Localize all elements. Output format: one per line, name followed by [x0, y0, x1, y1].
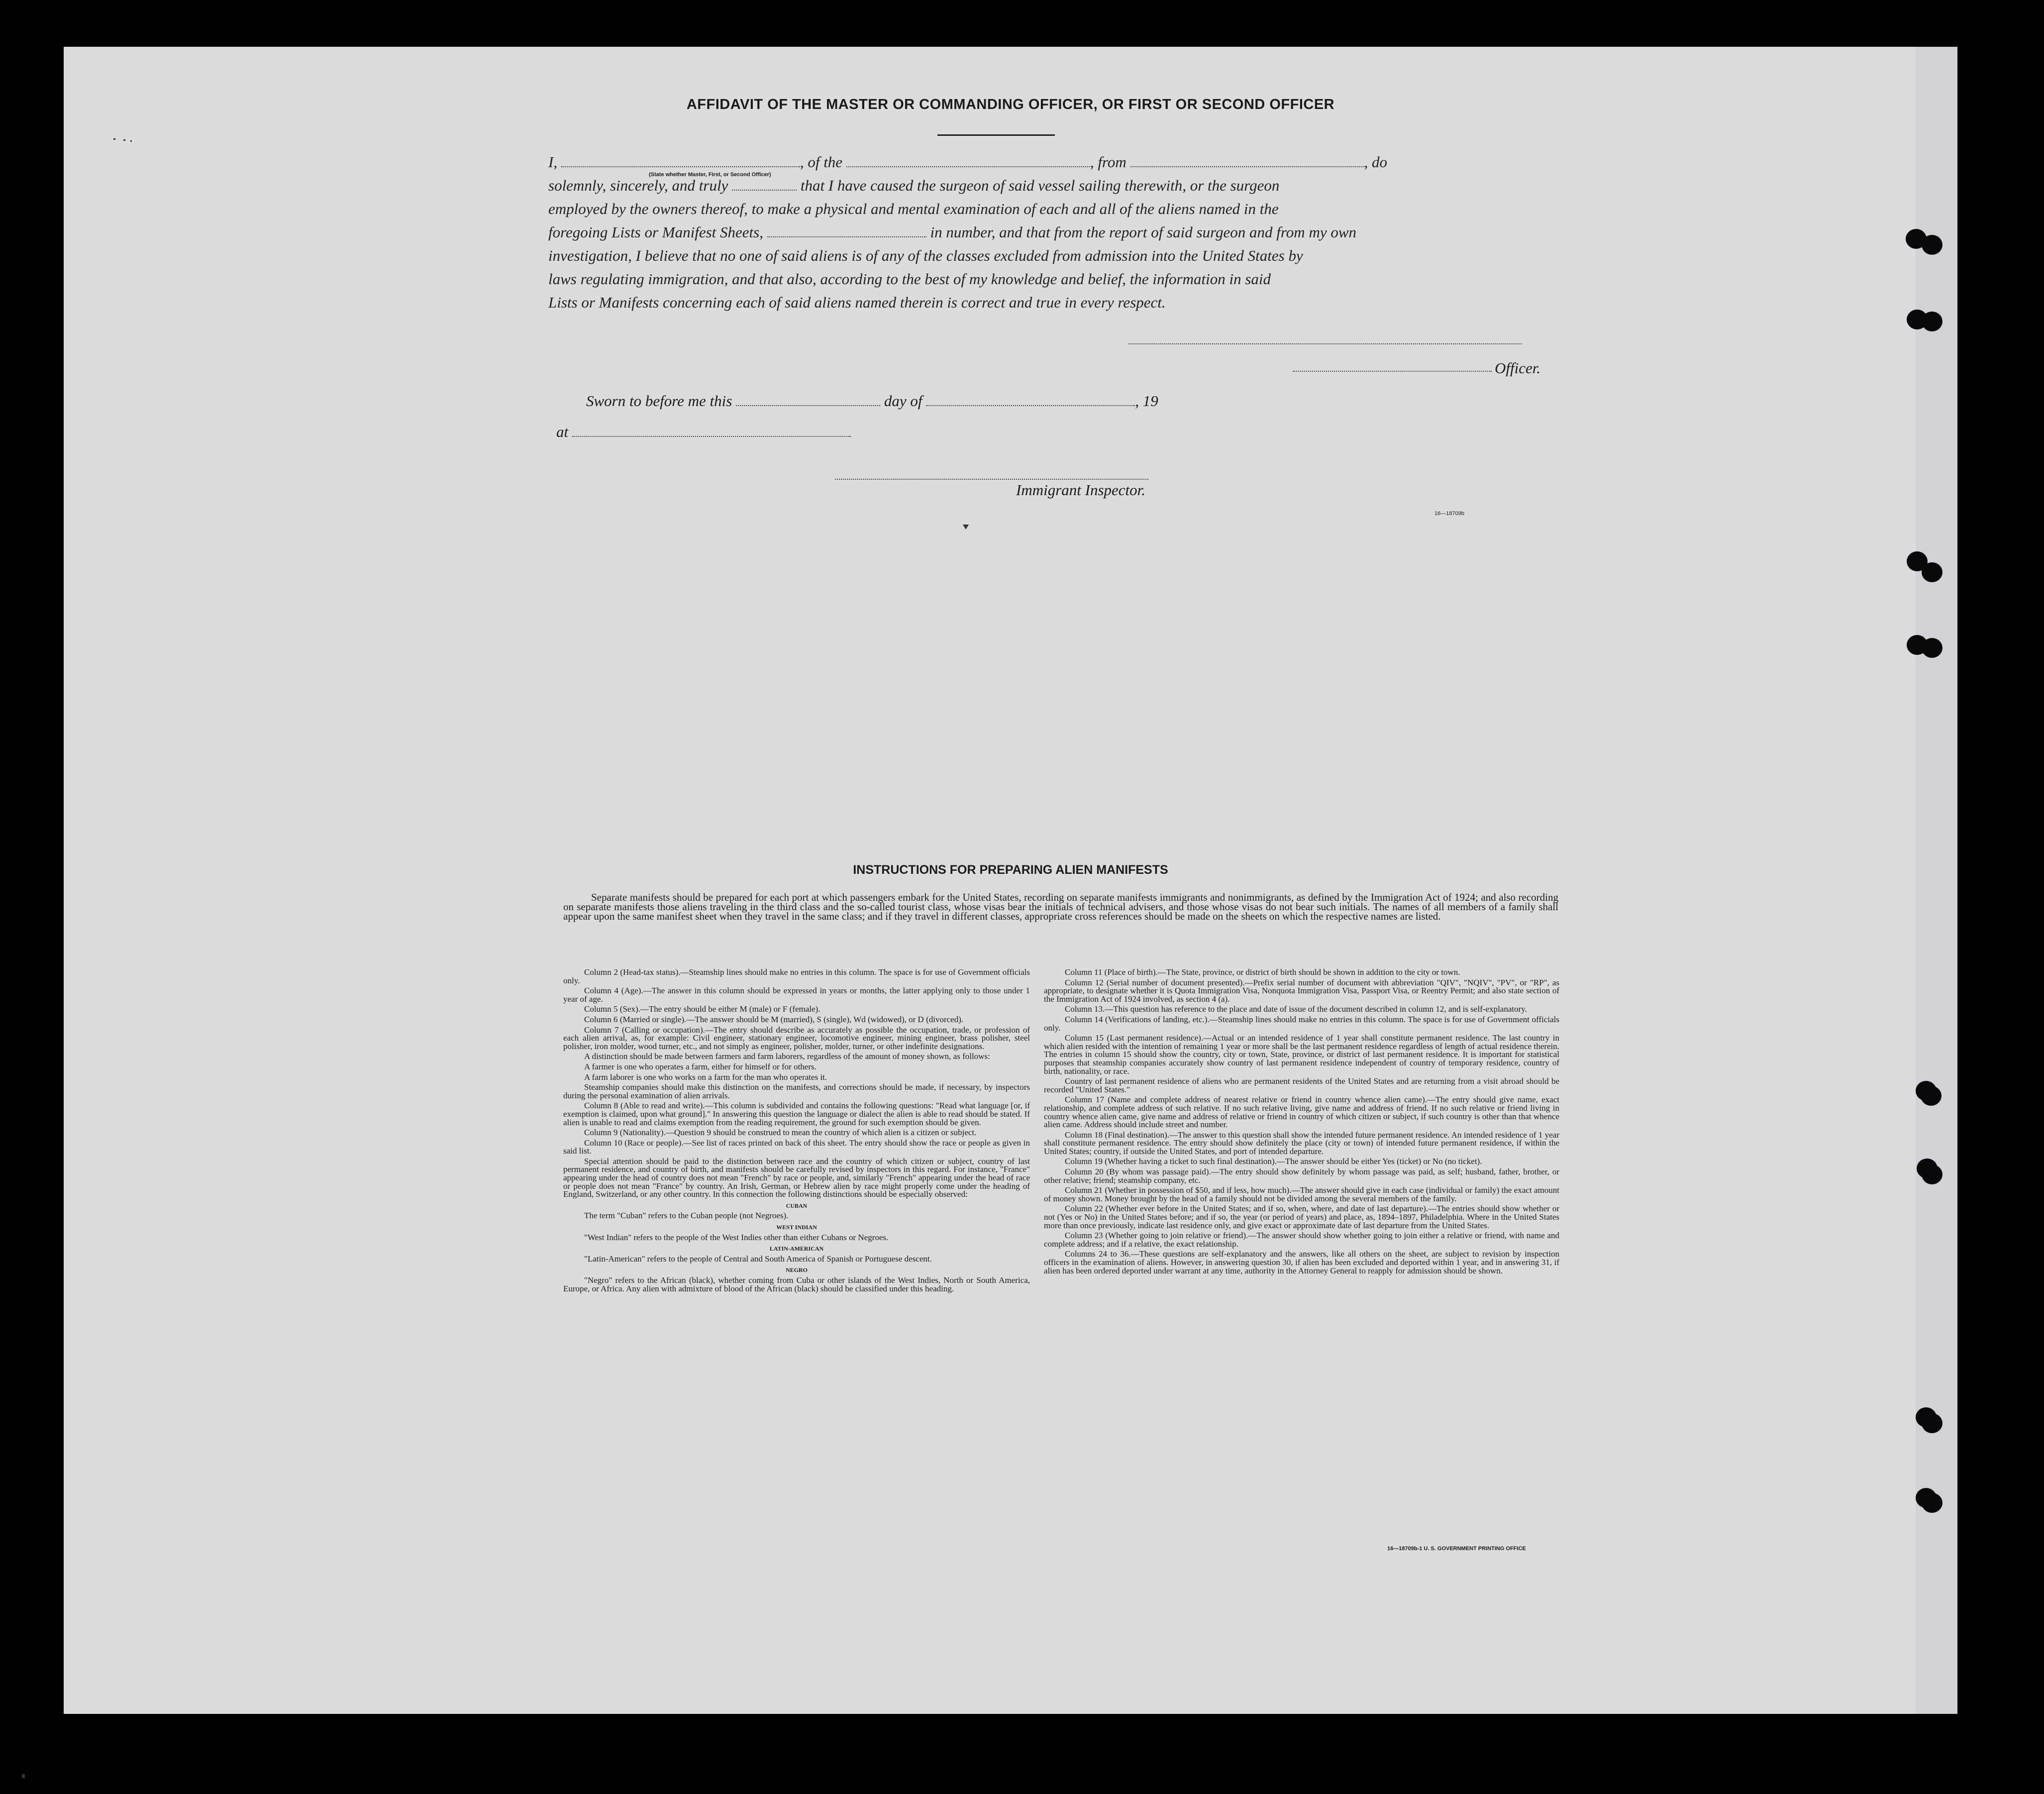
affidavit-text: Lists or Manifests concerning each of said aliens named therein is correct and true in every respect.	[548, 294, 1166, 311]
instruction-paragraph: Column 23 (Whether going to join relative or friend).—The answer should show whether going to join either a relative or friend, with name and complete address; and if a relative, the exact relationship.	[1044, 1231, 1559, 1249]
instruction-paragraph: Country of last permanent residence of aliens who are permanent residents of the United States and are returning from a visit abroad should be recorded "United States."	[1044, 1076, 1559, 1094]
rank-sublabel: (State whether Master, First, or Second Officer)	[649, 172, 771, 178]
binder-hole	[1922, 1164, 1942, 1184]
instruction-paragraph: Column 22 (Whether ever before in the United States; and if so, when, where, and date of last departure).—The entries should show whether or not (Yes or No) in the United States before; and if so, the year (or period of years) and place, as, 1894–1897, Philadelphia. Where in the United States more than once previously, indicate last residence only, and give exact or approximate date of last departure from the United States.	[1044, 1204, 1559, 1230]
printing-office-code: 16—18709b-1 U. S. GOVERNMENT PRINTING OFFICE	[1387, 1546, 1526, 1552]
binder-hole	[1922, 1493, 1942, 1513]
officer-signature-line[interactable]	[1293, 371, 1492, 372]
section-heading-negro: NEGRO	[785, 1266, 808, 1274]
affidavit-text: I,	[548, 153, 558, 171]
ink-mark	[963, 525, 969, 529]
instruction-paragraph: A farm laborer is one who works on a farm for the man who operates it.	[584, 1072, 827, 1082]
affidavit-text: that I have caused the surgeon of said vessel sailing therewith, or the surgeon	[800, 177, 1280, 194]
title-rule	[937, 134, 1055, 136]
place-field[interactable]	[572, 424, 851, 437]
affidavit-text: employed by the owners thereof, to make a physical and mental examination of each and all of the aliens named in the	[548, 200, 1279, 217]
affidavit-title: AFFIDAVIT OF THE MASTER OR COMMANDING OFFICER, OR FIRST OR SECOND OFFICER	[686, 97, 1335, 112]
affidavit-text: , from	[1090, 153, 1126, 171]
instruction-paragraph: Column 14 (Verifications of landing, etc.).—Steamship lines should make no entries in this column. The space is for use of Government officials only.	[1044, 1014, 1559, 1033]
binder-hole	[1921, 1086, 1942, 1106]
sworn-text: Sworn to before me this	[586, 392, 732, 410]
affidavit-text: investigation, I believe that no one of said aliens is of any of the classes excluded from admission into the United States by	[548, 247, 1303, 264]
instruction-paragraph: Column 5 (Sex).—The entry should be either M (male) or F (female).	[584, 1004, 820, 1014]
inspector-label: Immigrant Inspector.	[1016, 481, 1146, 499]
binder-hole	[1922, 562, 1942, 582]
instruction-paragraph: The term "Cuban" refers to the Cuban people (not Negroes).	[584, 1211, 789, 1221]
section-heading-latin-american: LATIN-AMERICAN	[769, 1245, 824, 1253]
section-heading-west-indian: WEST INDIAN	[776, 1224, 817, 1231]
instruction-paragraph: Steamship companies should make this distinction on the manifests, and corrections should be made, if necessary, by inspectors during the personal examination of alien arrivals.	[563, 1082, 1030, 1100]
scan-speck	[130, 140, 132, 142]
instruction-paragraph: Column 20 (By whom was passage paid).—The entry should show definitely by whom passage was paid, as self; husband, father, brother, or other relative; friend; steamship company, etc.	[1044, 1167, 1559, 1185]
instruction-paragraph: Column 13.—This question has reference to the place and date of issue of the document described in column 12, and is self-explanatory.	[1065, 1004, 1527, 1014]
scan-speck	[22, 1774, 25, 1778]
at-line	[556, 423, 851, 441]
instruction-paragraph: A farmer is one who operates a farm, either for himself or for others.	[584, 1061, 817, 1071]
scan-speck	[123, 139, 125, 141]
instruction-paragraph: A distinction should be made between farmers and farm laborers, regardless of the amount of money shown, as follows:	[584, 1052, 990, 1061]
port-from-field[interactable]	[1130, 154, 1364, 167]
instruction-paragraph: Column 2 (Head-tax status).—Steamship lines should make no entries in this column. The space is for use of Government officials only.	[563, 967, 1030, 985]
instructions-intro	[563, 893, 1558, 921]
affidavit-text: solemnly, sincerely, and truly	[548, 177, 728, 194]
instruction-paragraph: Column 15 (Last permanent residence).—Actual or an intended residence of 1 year shall constitute permanent residence. The last country in which alien resided with the intention of remaining 1 year or more shall be the last permanent residence regardless of length of actual residence therein. The entries in column 15 should show the country, city or town, State, province, or district of last permanent residence. It is important for statistical purposes that steamship companies accurately show country of last permanent residence independent of country of temporary residence, country of birth, nationality, or race.	[1044, 1033, 1559, 1076]
blank-field[interactable]	[732, 178, 797, 191]
officer-rank-field[interactable]	[561, 154, 800, 167]
binder-hole	[1922, 312, 1942, 331]
instruction-paragraph: Column 18 (Final destination).—The answer to this question shall show the intended future permanent residence. An intended residence of 1 year shall constitute permanent residence. The entry should show definitely the place (city or town) of intended future permanent residence, if within the United States; country, if outside the United States, and port of intended departure.	[1044, 1130, 1559, 1156]
at-text: at	[556, 423, 569, 440]
sworn-day-field[interactable]	[736, 393, 880, 406]
instruction-paragraph: Column 6 (Married or single).—The answer should be M (married), S (single), Wd (widowed), or D (divorced).	[584, 1014, 964, 1024]
affidavit-text: laws regulating immigration, and that also, according to the best of my knowledge and belief, the information in said	[548, 270, 1271, 288]
instruction-paragraph: Column 8 (Able to read and write).—This column is subdivided and contains the following questions: "Read what language [or, if exemption is claimed, upon what ground]." In answering this question the language or dialect the alien is able to read should be stated. If alien is unable to read and claims exemption from the reading requirement, the ground for such exemption should be given.	[563, 1101, 1030, 1127]
instructions-right-column	[1044, 968, 1559, 1277]
section-heading-cuban: CUBAN	[786, 1202, 808, 1209]
affidavit-text: in number, and that from the report of said surgeon and from my own	[930, 223, 1357, 241]
instruction-paragraph: Column 10 (Race or people).—See list of races printed on back of this sheet. The entry should show the race or people as given in said list.	[563, 1138, 1030, 1156]
intro-paragraph: Separate manifests should be prepared for each port at which passengers embark for the United States, recording on separate manifests immigrants and nonimmigrants, as defined by the Immigration Act of 1924; and also recording on separate manifests those aliens traveling in the third class and the so-called tourist class, whose visas bear the initials of technical advisers, and those whose visas do not bear such initials. The names of all members of a family shall appear upon the same manifest sheet when they travel in the same class; and if they travel in different classes, appropriate cross references should be made on the sheets on which the respective names are listed.	[563, 891, 1558, 922]
instructions-left-column	[563, 968, 1030, 1295]
inspector-signature-line[interactable]	[835, 479, 1148, 480]
instruction-paragraph: "West Indian" refers to the people of the West Indies other than either Cubans or Negroes.	[584, 1232, 889, 1242]
instruction-paragraph: Special attention should be paid to the distinction between race and the country of which citizen or subject, country of last permanent residence, and country of birth, and manifests should be carefully revised by inspectors in this regard. For instance, "France" appearing under the head of country does not mean "French" by race or people, and, similarly "French" appearing under the head of race or people does not mean "France" by country. An Irish, German, or Hebrew alien by race might properly come under the heading of England, Switzerland, or any other country. In this connection the following distinctions should be especially observed:	[563, 1156, 1030, 1199]
instruction-paragraph: Column 7 (Calling or occupation).—The entry should describe as accurately as possible the occupation, trade, or profession of each alien arrival, as, for example: Civil engineer, stationary engineer, locomotive engineer, mining engineer, brass polisher, steel polisher, iron molder, wood turner, etc., and not simply as engineer, polisher, molder, turner, or other indefinite designations.	[563, 1025, 1030, 1051]
instructions-title: INSTRUCTIONS FOR PREPARING ALIEN MANIFESTS	[853, 863, 1168, 877]
sworn-month-field[interactable]	[926, 393, 1135, 406]
officer-label: Officer.	[1495, 359, 1541, 377]
scan-speck	[113, 138, 115, 140]
instruction-paragraph: Column 12 (Serial number of document presented).—Prefix serial number of document with abbreviation "QIV", "NQIV", "PV", or "RP", as appropriate, to designate whether it is Quota Immigration Visa, Nonquota Immigration Visa, Passport Visa, or Reentry Permit; and also state section of the Immigration Act of 1924 involved, as section 4 (a).	[1044, 977, 1559, 1004]
vessel-name-field[interactable]	[846, 154, 1090, 167]
affidavit-text: , do	[1364, 153, 1387, 171]
binder-hole	[1922, 235, 1942, 255]
binder-hole	[1922, 1413, 1942, 1433]
instruction-paragraph: "Latin-American" refers to the people of Central and South America of Spanish or Portuguese descent.	[584, 1254, 932, 1264]
day-of-text: day of	[884, 392, 922, 410]
instruction-paragraph: Column 9 (Nationality).—Question 9 should be construed to mean the country of which alien is a citizen or subject.	[584, 1128, 977, 1138]
instruction-paragraph: Column 19 (Whether having a ticket to such final destination).—The answer should be either Yes (ticket) or No (no ticket).	[1065, 1157, 1482, 1166]
instruction-paragraph: Column 21 (Whether in possession of $50, and if less, how much).—The answer should give in each case (individual or family) the exact amount of money shown. Money brought by the head of a family should not be divided among the several members of the family.	[1044, 1185, 1559, 1203]
instruction-paragraph: "Negro" refers to the African (black), whether coming from Cuba or other islands of the West Indies, North or South America, Europe, or Africa. Any alien with admixture of blood of the African (black) should be classified under this heading.	[563, 1275, 1030, 1293]
sheet-count-field[interactable]	[767, 224, 926, 237]
instruction-paragraph: Columns 24 to 36.—These questions are self-explanatory and the answers, like all others on the sheet, are subject to revision by inspection officers in the examination of aliens. However, in answering question 30, if alien has been excluded and deported within 1 year, and in answering 31, if alien has been ordered deported under warrant at any time, authority in the Attorney General to reapply for admission should be shown.	[1044, 1249, 1559, 1275]
binder-hole	[1922, 638, 1942, 658]
instruction-paragraph: Column 4 (Age).—The answer in this column should be expressed in years or months, the latter applying only to those under 1 year of age.	[563, 986, 1030, 1004]
signature-line[interactable]	[1128, 343, 1522, 344]
sworn-line	[586, 392, 1158, 410]
form-number: 16—18709b	[1434, 511, 1464, 517]
affidavit-text: foregoing Lists or Manifest Sheets,	[548, 223, 763, 241]
instruction-paragraph: Column 11 (Place of birth).—The State, province, or district of birth should be shown in addition to the city or town.	[1065, 967, 1460, 977]
instruction-paragraph: Column 17 (Name and complete address of nearest relative or friend in country whence alien came).—The entry should give name, exact relationship, and complete address of such relative. If no such relative living, give name and address of friend. If no such relative or friend living in country whence alien came, give name and address of relative or friend in country of which citizen or subject, if such country is other than that whence alien came. Address should include street and number.	[1044, 1095, 1559, 1130]
year-text: , 19	[1135, 392, 1158, 410]
page-edge-strip	[1916, 47, 1957, 1714]
manifest-page	[64, 47, 1957, 1714]
affidavit-text: , of the	[800, 153, 843, 171]
